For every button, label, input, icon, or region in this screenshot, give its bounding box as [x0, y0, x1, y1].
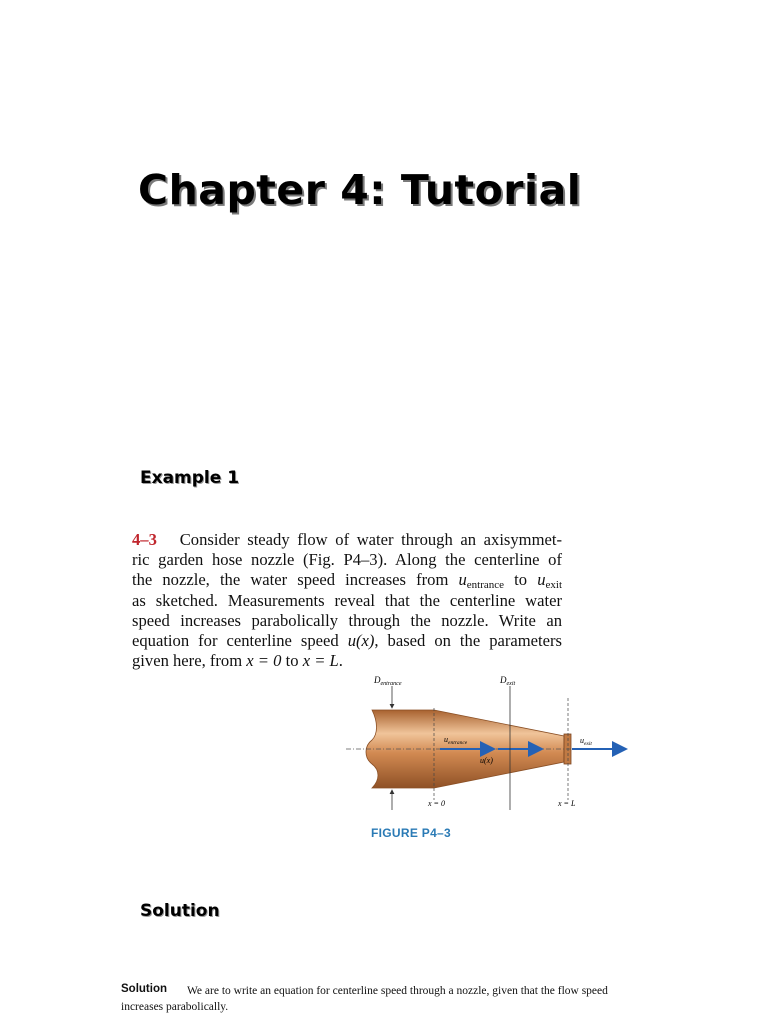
problem-line-7 [132, 651, 562, 671]
problem-line-3 [132, 570, 562, 590]
nozzle-figure [340, 672, 640, 822]
problem-line-2: ric garden hose nozzle (Fig. P4–3). Along the centerline of [132, 550, 562, 570]
u-symbol: u [537, 570, 546, 590]
label-u-exit: $u_{exit}$ [580, 736, 592, 747]
entrance-subscript: entrance [466, 579, 505, 592]
to-word: to [285, 651, 299, 671]
problem-line-4: as sketched. Measurements reveal that the centerline water [132, 590, 562, 610]
problem-line-1 [132, 530, 562, 550]
problem-line-6 [132, 631, 562, 651]
solution-label: Solution [121, 983, 167, 995]
problem-text: Consider steady flow of water through an axisymmet- [179, 530, 562, 549]
label-xL: x = L [558, 799, 576, 808]
page-title: Chapter 4: Tutorial [138, 166, 582, 214]
label-d-entrance: $D_{entrance}$ [374, 675, 402, 687]
label-x0: x = 0 [428, 799, 445, 808]
problem-text: given here, from [132, 651, 243, 671]
solution-text: We are to write an equation for centerline speed through a nozzle, given that the flow speed increases parabolically. [121, 985, 608, 1013]
xL-symbol: x = L [302, 651, 339, 671]
u-symbol: u [458, 570, 467, 590]
problem-text: the nozzle, the water speed increases from [132, 570, 449, 590]
problem-line-5: speed increases parabolically through the nozzle. Write an [132, 610, 562, 630]
label-u-entrance: $u_{entrance}$ [444, 735, 468, 746]
problem-statement [132, 530, 562, 671]
exit-subscript: exit [545, 579, 563, 592]
problem-number: 4–3 [132, 530, 157, 549]
figure-caption: FIGURE P4–3 [371, 826, 451, 840]
solution-heading: Solution [140, 901, 220, 921]
problem-text: equation for centerline speed [132, 631, 339, 651]
label-ux: u(x) [480, 756, 493, 765]
to-word: to [514, 570, 528, 590]
example-heading: Example 1 [140, 468, 240, 488]
ux-symbol: u(x) [347, 631, 375, 651]
x0-symbol: x = 0 [246, 651, 282, 671]
label-d-exit: $D_{exit}$ [500, 675, 516, 687]
problem-text: , based on the parameters [374, 631, 562, 651]
period: . [338, 651, 343, 671]
